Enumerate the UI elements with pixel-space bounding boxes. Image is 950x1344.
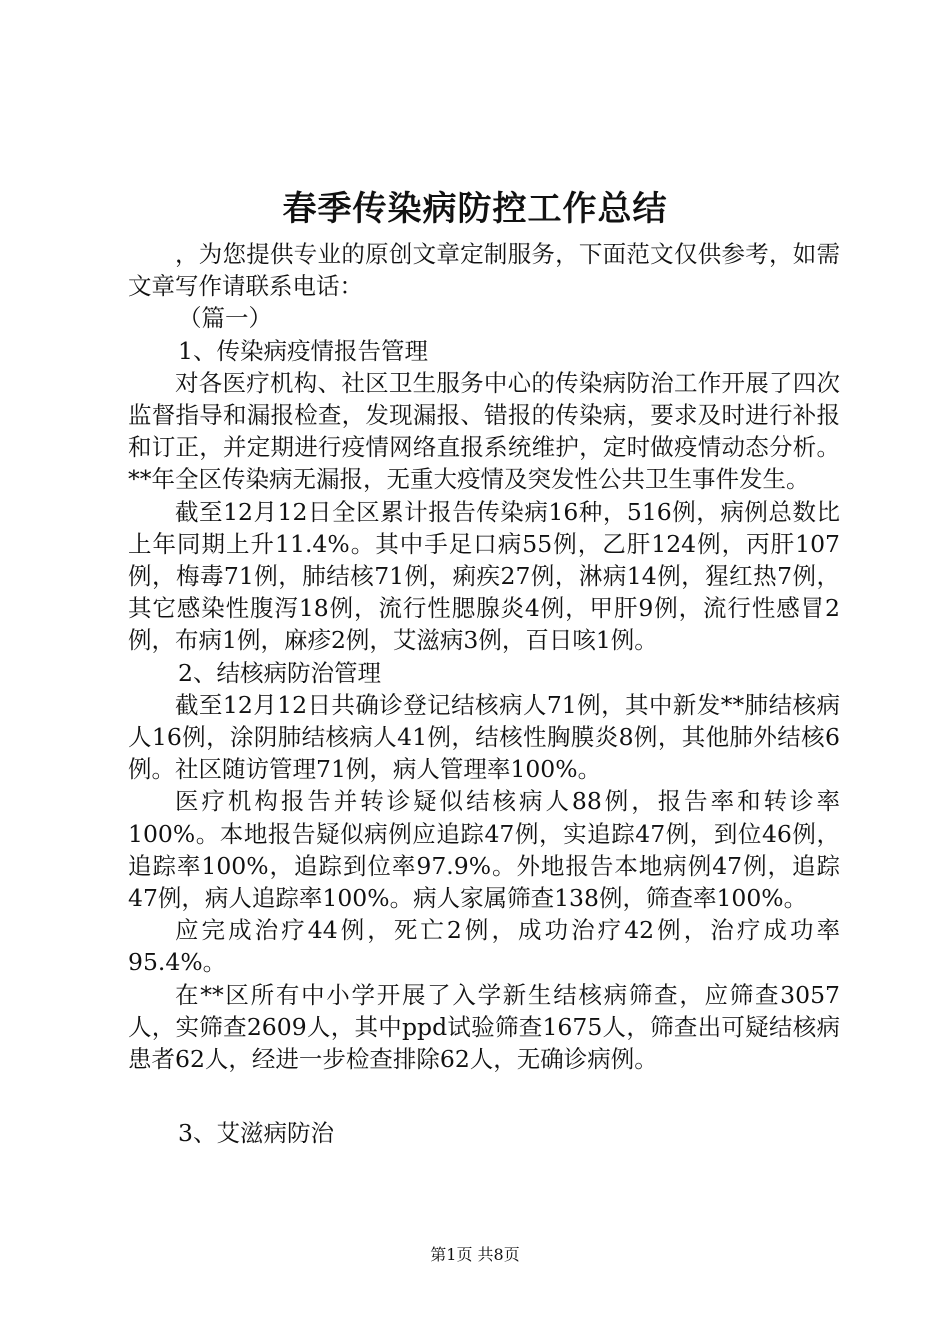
section-heading-2: 2、结核病防治管理 bbox=[178, 658, 381, 687]
section1-paragraph-1: 对各医疗机构、社区卫生服务中心的传染病防治工作开展了四次监督指导和漏报检查，发现漏报、错报的传染病，要求及时进行补报和订正，并定期进行疫情网络直报系统维护，定时做疫情动态分析。**年全区传染病无漏报，无重大疫情及突发性公共卫生事件发生。 bbox=[128, 368, 840, 494]
section1-paragraph-2: 截至12月12日全区累计报告传染病16种，516例，病例总数比上年同期上升11.4%。其中手足口病55例，乙肝124例，丙肝107例，梅毒71例，肺结核71例，痢疾27例，淋病14例，猩红热7例，其它感染性腹泻18例，流行性腮腺炎4例，甲肝9例，流行性感冒2例，布病1例，麻疹2例，艾滋病3例，百日咳1例。 bbox=[128, 497, 840, 655]
spacer bbox=[128, 1075, 840, 1117]
section2-paragraph-3: 应完成治疗44例，死亡2例，成功治疗42例，治疗成功率95.4%。 bbox=[128, 916, 840, 977]
intro-paragraph: ，为您提供专业的原创文章定制服务，下面范文仅供参考，如需文章写作请联系电话： bbox=[128, 240, 840, 301]
page-footer: 第1页 共8页 bbox=[430, 1245, 520, 1264]
section-heading-3: 3、艾滋病防治 bbox=[178, 1119, 334, 1148]
section2-paragraph-1: 截至12月12日共确诊登记结核病人71例，其中新发**肺结核病人16例，涂阴肺结核病人41例，结核性胸膜炎8例，其他肺外结核6例。社区随访管理71例，病人管理率100%。 bbox=[128, 690, 840, 784]
section-heading-1: 1、传染病疫情报告管理 bbox=[178, 336, 428, 365]
section2-paragraph-2: 医疗机构报告并转诊疑似结核病人88例，报告率和转诊率100%。本地报告疑似病例应追踪47例，实追踪47例，到位46例，追踪率100%，追踪到位率97.9%。外地报告本地病例47例，追踪47例，病人追踪率100%。病人家属筛查138例，筛查率100%。 bbox=[128, 787, 840, 913]
document-title: 春季传染病防控工作总结 bbox=[282, 189, 668, 229]
part-label: （篇一） bbox=[178, 304, 272, 333]
section2-paragraph-4: 在**区所有中小学开展了入学新生结核病筛查，应筛查3057人，实筛查2609人，其中ppd试验筛查1675人，筛查出可疑结核病患者62人，经进一步检查排除62人，无确诊病例。 bbox=[128, 980, 840, 1074]
document-body bbox=[128, 238, 840, 1149]
